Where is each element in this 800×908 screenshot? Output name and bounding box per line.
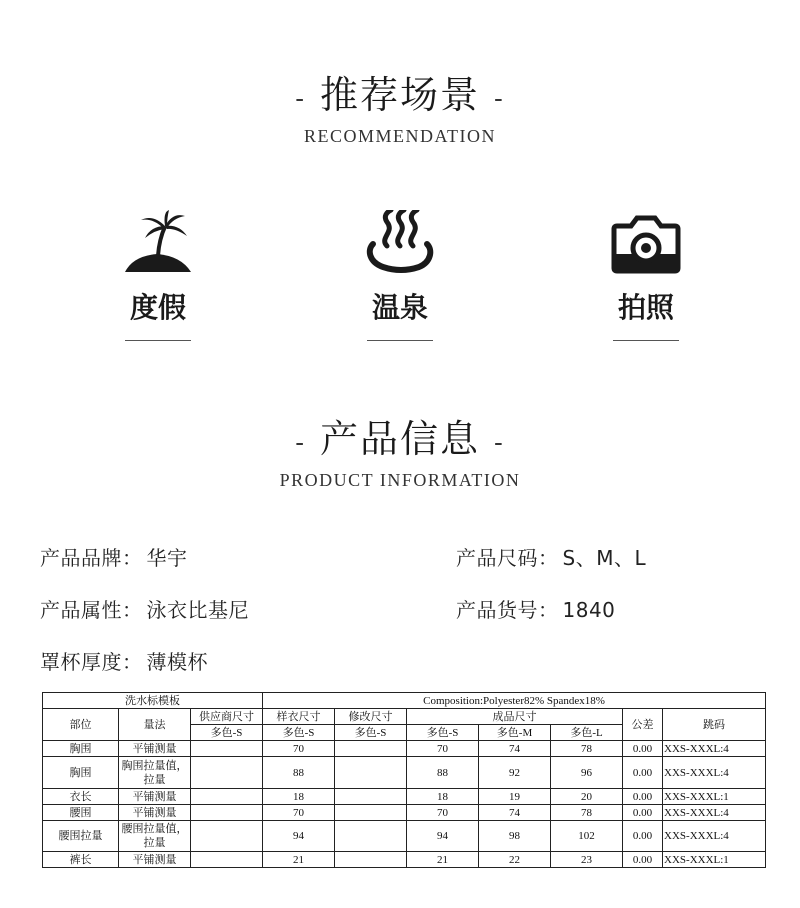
- scene-label: 拍照: [617, 291, 674, 324]
- cell-tolerance: 0.00: [623, 852, 663, 868]
- cell-size-l: 96: [551, 757, 623, 789]
- cell-size-l: 102: [551, 821, 623, 852]
- size-key: 产品尺码：: [456, 546, 559, 570]
- cell-part: 胸围: [43, 757, 119, 789]
- header-sample: 样衣尺寸: [263, 709, 335, 725]
- cell-size-s: 88: [407, 757, 479, 789]
- cell-sample: 18: [263, 789, 335, 805]
- cell-part: 裤长: [43, 852, 119, 868]
- header-supplier: 供应商尺寸: [191, 709, 263, 725]
- recommendation-subtitle: RECOMMENDATION: [304, 126, 496, 146]
- cell-revised: [335, 821, 407, 852]
- cell-part: 腰围: [43, 805, 119, 821]
- cell-part: 腰围拉量: [43, 821, 119, 852]
- cell-revised: [335, 741, 407, 757]
- wash-label-cell: 洗水标模板: [43, 693, 263, 709]
- cell-method: 腰围拉量值，拉量: [119, 821, 191, 852]
- product-size: [456, 542, 646, 571]
- product-attribute: [40, 594, 249, 623]
- cell-supplier: [191, 757, 263, 789]
- header-finished: 成品尺寸: [407, 709, 623, 725]
- cell-size-l: 23: [551, 852, 623, 868]
- product-sku: [456, 594, 615, 623]
- sku-key: 产品货号：: [456, 598, 559, 622]
- table-header-row: [43, 709, 766, 725]
- table-row: [43, 789, 766, 805]
- header-method: 量法: [119, 709, 191, 741]
- cell-sample: 21: [263, 852, 335, 868]
- header-part: 部位: [43, 709, 119, 741]
- scene-hot-spring: [340, 210, 460, 341]
- scene-label: 温泉: [371, 291, 428, 324]
- scene-underline: [613, 340, 679, 341]
- cell-sample: 88: [263, 757, 335, 789]
- scene-photo: [586, 210, 706, 341]
- cell-grading: XXS-XXXL:4: [663, 741, 766, 757]
- cell-method: 平铺测量: [119, 805, 191, 821]
- scene-vacation: [98, 210, 218, 341]
- brand-key: 产品品牌：: [40, 546, 143, 570]
- header-grading: 跳码: [663, 709, 766, 741]
- sub-supplier: 多色-S: [191, 725, 263, 741]
- cell-tolerance: 0.00: [623, 757, 663, 789]
- sub-finished-m: 多色-M: [479, 725, 551, 741]
- cell-tolerance: 0.00: [623, 805, 663, 821]
- cell-size-m: 74: [479, 805, 551, 821]
- sub-finished-l: 多色-L: [551, 725, 623, 741]
- cell-supplier: [191, 852, 263, 868]
- palm-island-icon: [123, 210, 193, 274]
- cell-tolerance: 0.00: [623, 741, 663, 757]
- sub-finished-s: 多色-S: [407, 725, 479, 741]
- cell-size-s: 70: [407, 805, 479, 821]
- cell-size-s: 18: [407, 789, 479, 805]
- sku-value: 1840: [562, 598, 616, 622]
- table-row: [43, 821, 766, 852]
- cell-sample: 94: [263, 821, 335, 852]
- cell-size-m: 19: [479, 789, 551, 805]
- product-cup: [40, 646, 208, 675]
- cell-grading: XXS-XXXL:4: [663, 805, 766, 821]
- cell-size-m: 98: [479, 821, 551, 852]
- cell-revised: [335, 852, 407, 868]
- table-row: [43, 757, 766, 789]
- sub-sample: 多色-S: [263, 725, 335, 741]
- hot-spring-icon: [365, 210, 435, 274]
- cup-value: 薄模杯: [146, 650, 208, 674]
- cell-size-m: 92: [479, 757, 551, 789]
- table-row: [43, 693, 766, 709]
- cell-size-m: 22: [479, 852, 551, 868]
- cell-tolerance: 0.00: [623, 789, 663, 805]
- cell-supplier: [191, 789, 263, 805]
- cell-method: 胸围拉量值，拉量: [119, 757, 191, 789]
- cell-size-s: 94: [407, 821, 479, 852]
- product-brand: [40, 542, 188, 571]
- cell-grading: XXS-XXXL:4: [663, 821, 766, 852]
- cell-supplier: [191, 805, 263, 821]
- cell-method: 平铺测量: [119, 789, 191, 805]
- header-revised: 修改尺寸: [335, 709, 407, 725]
- product-title: - 产品信息 -: [295, 417, 505, 461]
- scene-underline: [367, 340, 433, 341]
- cell-revised: [335, 757, 407, 789]
- cell-size-s: 21: [407, 852, 479, 868]
- cell-grading: XXS-XXXL:1: [663, 852, 766, 868]
- table-row: [43, 805, 766, 821]
- cell-method: 平铺测量: [119, 852, 191, 868]
- cell-tolerance: 0.00: [623, 821, 663, 852]
- cell-sample: 70: [263, 741, 335, 757]
- sub-revised: 多色-S: [335, 725, 407, 741]
- cell-method: 平铺测量: [119, 741, 191, 757]
- attribute-key: 产品属性：: [40, 598, 143, 622]
- cell-size-l: 78: [551, 741, 623, 757]
- cell-size-l: 78: [551, 805, 623, 821]
- cell-revised: [335, 805, 407, 821]
- camera-icon: [611, 210, 681, 274]
- table-row: [43, 741, 766, 757]
- cell-supplier: [191, 741, 263, 757]
- cell-supplier: [191, 821, 263, 852]
- cell-grading: XXS-XXXL:4: [663, 757, 766, 789]
- cup-key: 罩杯厚度：: [40, 650, 143, 674]
- composition-cell: Composition:Polyester82% Spandex18%: [263, 693, 766, 709]
- cell-sample: 70: [263, 805, 335, 821]
- scene-underline: [125, 340, 191, 341]
- cell-grading: XXS-XXXL:1: [663, 789, 766, 805]
- size-table: [42, 692, 766, 868]
- cell-size-l: 20: [551, 789, 623, 805]
- recommendation-title: - 推荐场景 -: [295, 73, 505, 117]
- cell-part: 衣长: [43, 789, 119, 805]
- product-subtitle: PRODUCT INFORMATION: [279, 470, 521, 490]
- table-row: [43, 852, 766, 868]
- scene-label: 度假: [129, 291, 186, 324]
- brand-value: 华宇: [146, 546, 188, 570]
- cell-revised: [335, 789, 407, 805]
- attribute-value: 泳衣比基尼: [146, 598, 249, 622]
- cell-size-m: 74: [479, 741, 551, 757]
- size-value: S、M、L: [562, 546, 647, 570]
- header-tolerance: 公差: [623, 709, 663, 741]
- cell-size-s: 70: [407, 741, 479, 757]
- cell-part: 胸围: [43, 741, 119, 757]
